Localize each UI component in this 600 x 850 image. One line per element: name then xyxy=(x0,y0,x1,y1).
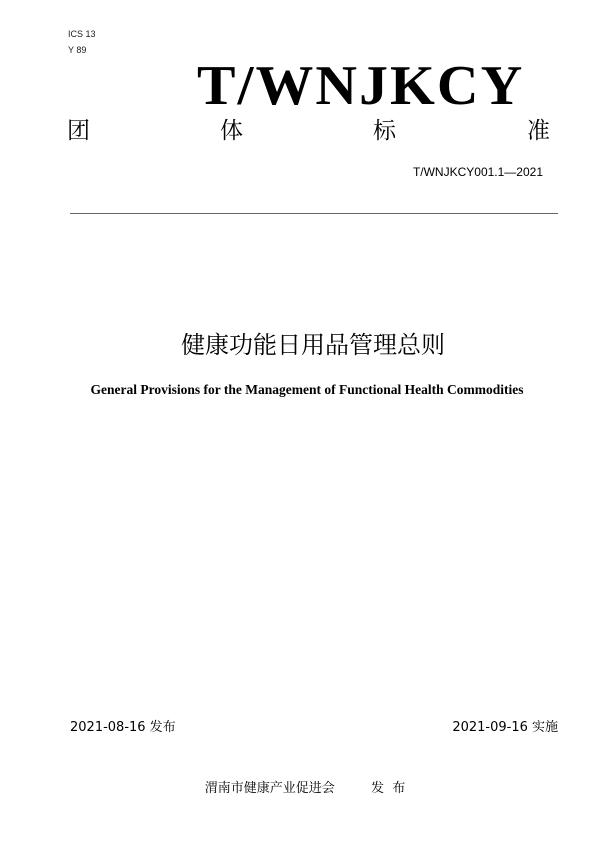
ccs-code: Y 89 xyxy=(68,45,87,55)
document-title-en: General Provisions for the Management of Functional Health Commodities xyxy=(90,382,524,397)
category-char-3: 标 xyxy=(373,118,396,144)
implement-date: 2021-09-16 实施 xyxy=(452,720,558,735)
publisher-line xyxy=(0,777,600,796)
issue-date: 2021-08-16 发布 xyxy=(70,720,176,735)
category-char-1: 团 xyxy=(67,118,90,144)
publish-label: 发 布 xyxy=(371,781,406,796)
publisher-name: 渭南市健康产业促进会 xyxy=(204,781,335,796)
divider xyxy=(70,213,558,214)
standard-brand-logo: T/WNJKCY xyxy=(197,55,525,117)
ics-code: ICS 13 xyxy=(68,29,96,39)
document-title-cn: 健康功能日用品管理总则 xyxy=(181,331,445,359)
standard-code: T/WNJKCY001.1—2021 xyxy=(412,165,543,179)
category-char-4: 准 xyxy=(527,118,550,144)
category-char-2: 体 xyxy=(220,118,243,144)
